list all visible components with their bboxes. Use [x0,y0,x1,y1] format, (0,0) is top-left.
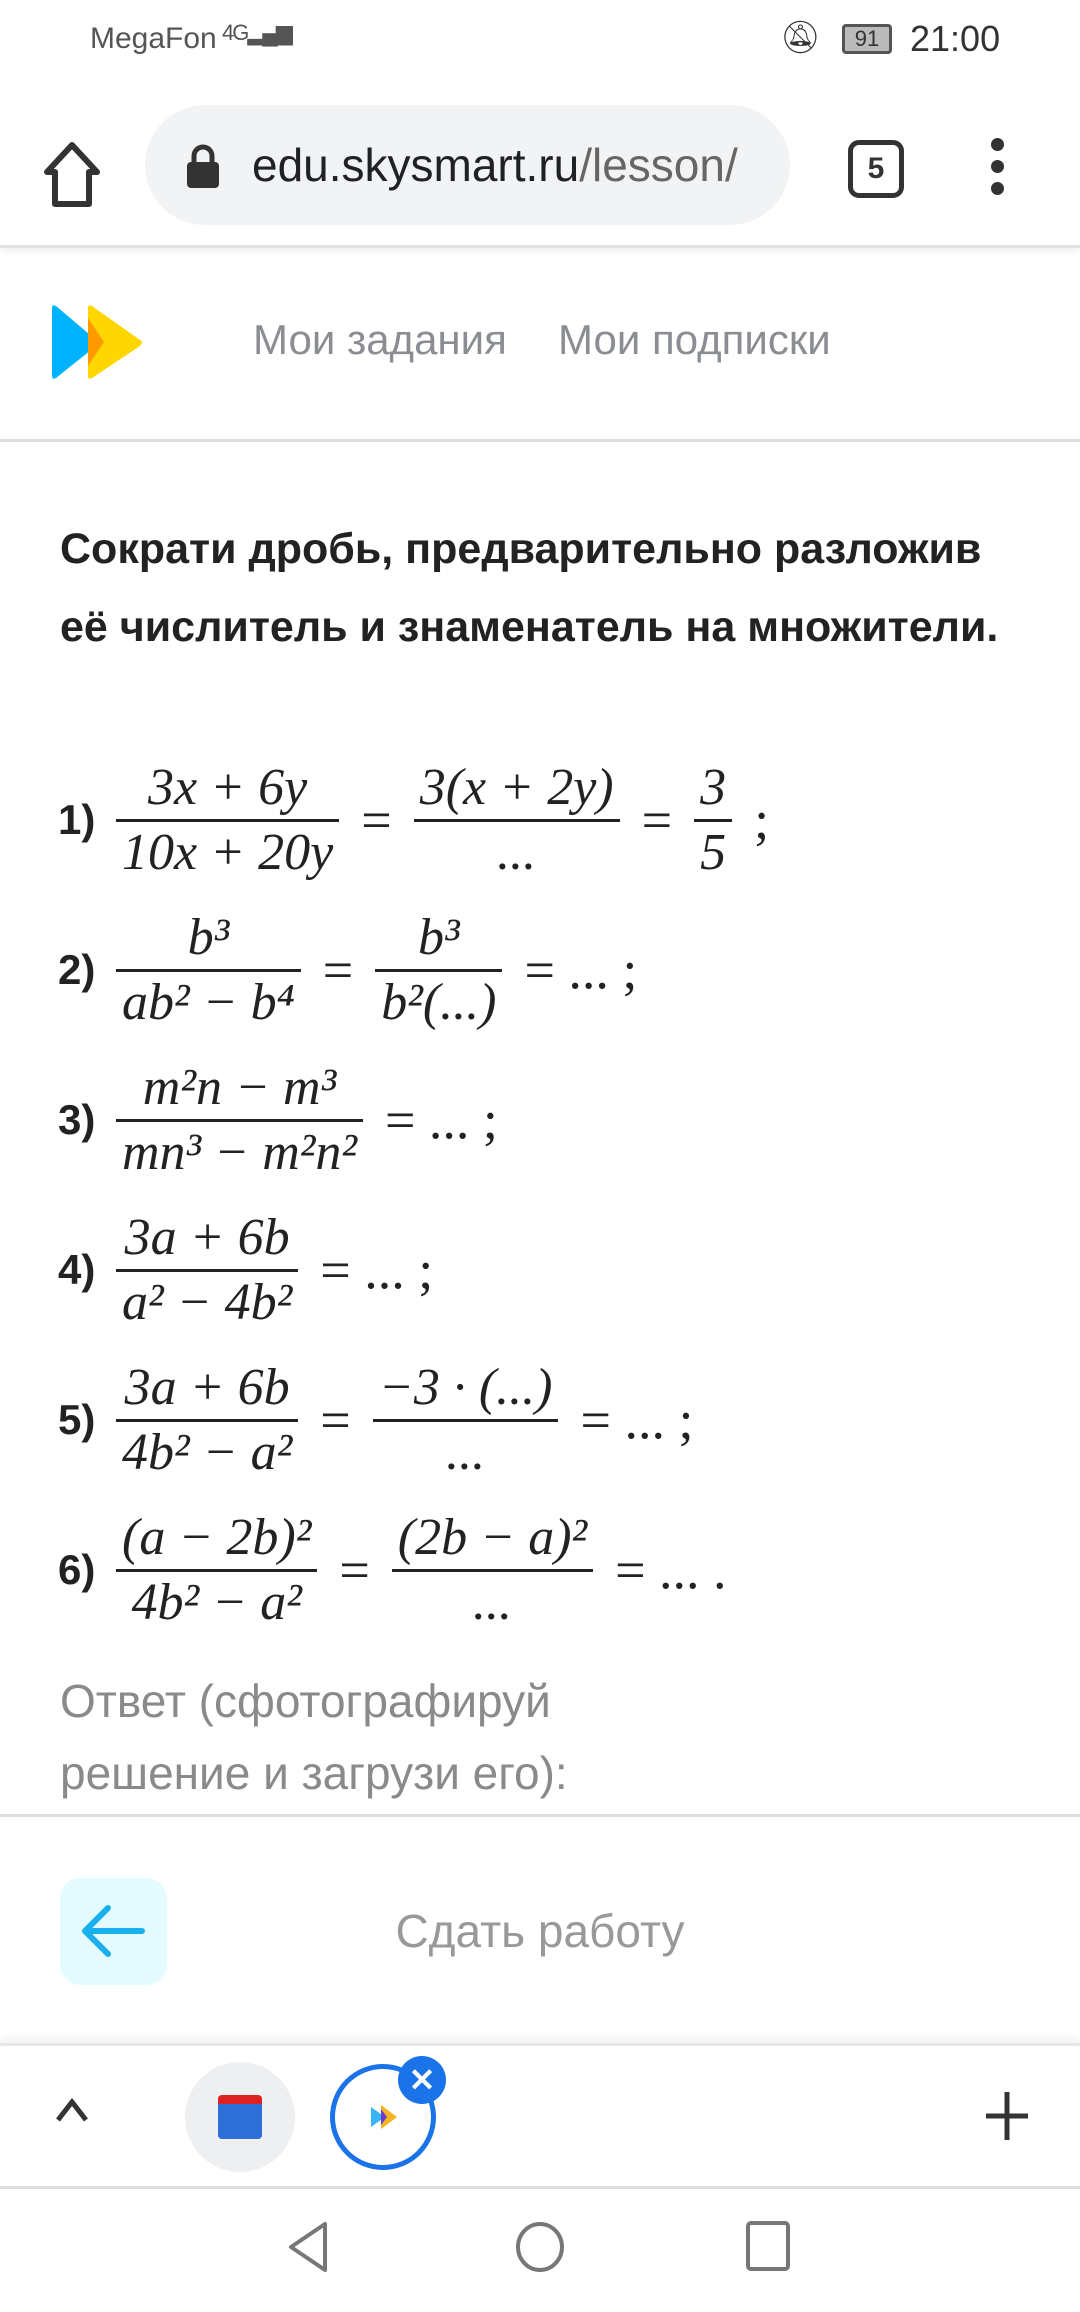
math-operator: = ... . [615,1540,727,1600]
problem-6 [58,1495,1058,1645]
url-host: edu.skysmart.ru [252,139,580,191]
answer-prompt [60,1665,680,1809]
math-operator: = ... ; [524,940,638,1000]
status-bar [0,0,1080,80]
math-operator: = [339,1540,370,1600]
numerator: 3 [700,758,727,816]
problem-2 [58,895,1058,1045]
fraction [392,1507,593,1634]
nav-recents-icon[interactable] [745,2220,791,2272]
network-type: 4G [222,20,248,45]
system-nav-bar [0,2190,1080,2312]
new-tab-icon[interactable] [982,2086,1032,2146]
problem-list [58,745,1058,1645]
url-text[interactable] [252,138,738,192]
tab-thumbnail[interactable] [185,2062,295,2172]
numerator: (a − 2b)² [122,1508,312,1566]
chevron-up-icon[interactable] [52,2090,92,2130]
site-favicon [218,2095,262,2139]
divider [0,1814,1080,1817]
numerator: 3x + 6y [148,758,308,816]
back-button[interactable] [60,1878,167,1985]
fraction [116,1207,298,1334]
denominator: a² − 4b² [122,1273,293,1331]
problem-label: 6) [58,1546,96,1593]
numerator: 3(x + 2y) [419,758,614,816]
signal-icon: 4G▂▄▆ [222,20,291,45]
site-header [0,252,1080,442]
problem-1 [58,745,1058,895]
clock: 21:00 [910,18,1001,59]
tab-strip [0,2043,1080,2189]
nav-home-icon[interactable] [514,2220,566,2274]
numerator: (2b − a)² [397,1508,588,1566]
math-operator: = ... ; [384,1090,498,1150]
denominator: 5 [700,823,727,881]
problem-label: 3) [58,1096,96,1143]
denominator: 10x + 20y [122,823,334,881]
answer-prompt-text: Ответ (сфотографируй решение и загрузи его): [60,1675,568,1799]
denominator: ... [497,823,537,881]
url-path: /lesson/ [579,139,738,191]
problem-label: 2) [58,946,96,993]
denominator: ... [446,1423,486,1481]
nav-back-icon[interactable] [285,2220,335,2274]
math-operator: = ... ; [580,1390,694,1450]
problem-label: 5) [58,1396,96,1443]
denominator: 4b² − a² [131,1573,302,1631]
problem-label: 4) [58,1246,96,1293]
math-operator: = [322,940,354,1000]
arrow-left-icon [60,1878,167,1985]
task-title: Сократи дробь, предварительно разложив её числитель и знаменатель на множители. [60,525,999,651]
math-operator: = [641,790,673,850]
skysmart-logo[interactable] [48,304,144,380]
problem-5 [58,1345,1058,1495]
fraction [116,1057,363,1184]
numerator: 3a + 6b [124,1358,290,1416]
fraction [375,907,502,1034]
math-operator: = ... ; [320,1240,434,1300]
denominator: ... [472,1573,512,1631]
problem-4 [58,1195,1058,1345]
bell-muted-icon: 🔕︎ [780,19,821,55]
denominator: ab² − b⁴ [122,973,295,1031]
math-operator: = [361,790,392,850]
close-tab-icon[interactable]: ✕ [398,2056,446,2104]
submit-work-button[interactable]: Сдать работу [395,1905,685,1957]
nav-my-tasks[interactable]: Мои задания [253,316,507,363]
home-icon[interactable] [42,140,102,210]
numerator: m²n − m³ [142,1058,337,1116]
battery-icon: 91 [842,24,892,54]
denominator: b²(...) [381,973,497,1031]
fraction [116,757,339,884]
math-operator: ; [754,790,770,850]
fraction [414,757,620,884]
nav-my-subscriptions[interactable]: Мои подписки [558,316,831,363]
more-menu-icon[interactable] [985,138,1009,198]
problem-3 [58,1045,1058,1195]
lock-icon [185,143,221,189]
numerator: −3 · (...) [378,1358,553,1416]
numerator: 3a + 6b [124,1208,290,1266]
fraction [373,1357,559,1484]
math-operator: = [320,1390,351,1450]
denominator: 4b² − a² [122,1423,293,1481]
fraction [116,907,301,1034]
browser-toolbar [0,80,1080,248]
fraction [116,1357,298,1484]
fraction [694,757,732,884]
address-bar[interactable] [145,105,790,225]
numerator: b³ [418,908,460,966]
carrier-name: MegaFon [90,22,217,55]
tab-switcher-button[interactable]: 5 [848,140,904,198]
numerator: b³ [187,908,230,966]
problem-label: 1) [58,796,96,843]
fraction [116,1507,317,1634]
denominator: mn³ − m²n² [122,1123,357,1181]
